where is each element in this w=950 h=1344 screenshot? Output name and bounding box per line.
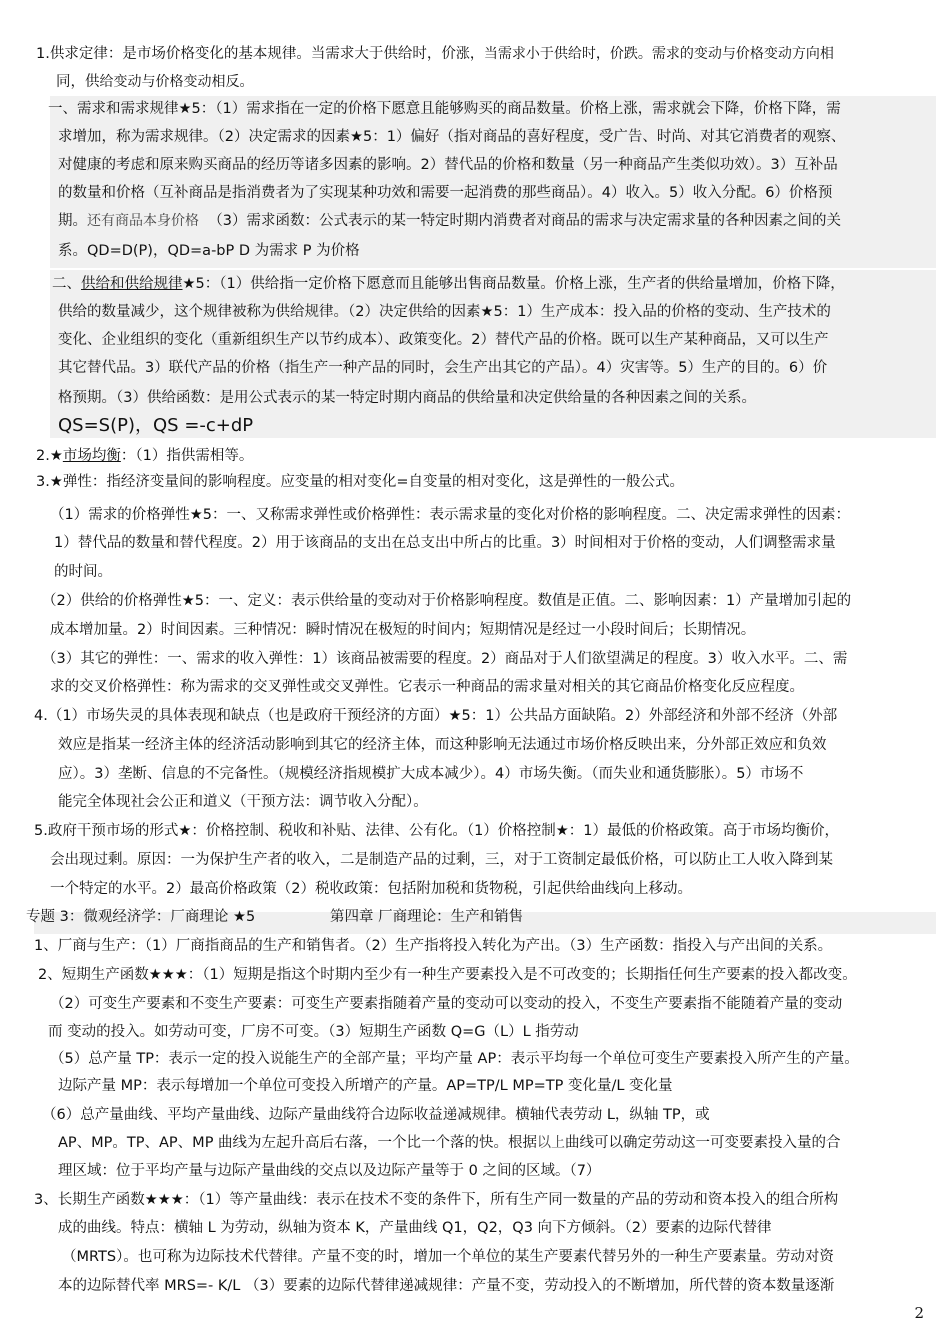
text-line: [58, 211, 841, 231]
text-line: 对健康的考虑和原来购买商品的经历等诸多因素的影响。2）替代品的价格和数量（另一种商品产生类似功效）。3）互补品: [58, 157, 838, 173]
text-line: 3.★弹性：指经济变量间的影响程度。应变量的相对变化=自变量的相对变化，这是弹性的一般公式。: [36, 474, 684, 490]
text-line: [52, 274, 845, 294]
text-line: （5）总产量 TP：表示一定的投入说能生产的全部产量；平均产量 AP：表示平均每一个单位可变生产要素投入所产生的产量。: [50, 1051, 859, 1067]
underlined-term: 供给和供给规律: [81, 276, 183, 292]
text-line: [58, 1133, 841, 1153]
text-segment: 同，供: [56, 74, 100, 90]
text-segment: 1.供求定律：是市场价格变化的基本规律。当需求大于供给时，价: [36, 46, 456, 62]
text-line: [56, 72, 254, 92]
text-line: 求增加，称为需求规律。（2）决定需求的因素★5：1）偏好（指对商品的喜好程度，受广告、时尚、对其它消费者的观察、: [58, 129, 846, 145]
text-line: 格预期。（3）供给函数：是用公式表示的某一特定时期内商品的供给量和决定供给量的各种因素之间的关系。: [58, 390, 756, 406]
text-segment: 曲线可以确定劳动这一可变要素投入量的合: [565, 1135, 841, 1151]
highlight-band: [50, 270, 936, 438]
text-segment: 以上: [537, 1135, 566, 1151]
text-segment: AP、MP。TP、AP、MP 曲线为左起升高后右落，一个比一个落的快。根据: [58, 1135, 538, 1151]
text-line: 其它替代品。3）联代产品的价格（指生产一种产品的同时，会生产出其它的产品）。4）灾害等。5）生产的目的。6）价: [58, 360, 828, 376]
text-segment: 跌。需求的变动与价格变动方向相: [623, 46, 834, 62]
text-segment: 期。: [58, 213, 87, 229]
section-heading: 专题 3：微观经济学：厂商理论 ★5: [26, 909, 256, 925]
text-line: 5.政府干预市场的形式★：价格控制、税收和补贴、法律、公有化。（1）价格控制★：1）最低的价格政策。高于市场均衡价，: [34, 823, 840, 839]
text-line: 4.（1）市场失灵的具体表现和缺点（也是政府干预经济的方面）★5：1）公共品方面缺陷。2）外部经济和外部不经济（外部: [34, 708, 838, 724]
page-number: 2: [914, 1304, 924, 1322]
text-line: 本的边际替代率 MRS=- K/L （3）要素的边际代替律递减规律：产量不变，劳动投入的不断增加，所代替的资本数量逐渐: [58, 1278, 835, 1294]
text-line: 边际产量 MP：表示每增加一个单位可变投入所增产的产量。AP=TP/L MP=TP 变化量/L 变化量: [58, 1078, 673, 1094]
text-line: 能完全体现社会公正和道义（干预方法：调节收入分配）。: [58, 794, 428, 810]
text-line: 而 变动的投入。如劳动可变，厂房不可变。（3）短期生产函数 Q=G（L）L 指劳动: [48, 1024, 579, 1040]
text-line: [36, 44, 834, 64]
text-line: 1）替代品的数量和替代程度。2）用于该商品的支出在总支出中所占的比重。3）时间相对于价格的变动，人们调整需求量: [54, 535, 836, 551]
text-line: 3、长期生产函数★★★：（1）等产量曲线：表示在技术不变的条件下，所有生产同一数量的产品的劳动和资本投入的组合所构: [34, 1192, 839, 1208]
text-line: 效应是指某一经济主体的经济活动影响到其它的经济主体，而这种影响无法通过市场价格反映出来，分外部正效应和负效: [58, 737, 827, 753]
text-line: （3）其它的弹性：一、需求的收入弹性：1）该商品被需要的程度。2）商品对于人们欲望满足的程度。3）收入水平。二、需: [42, 651, 848, 667]
text-line: 成的曲线。特点：横轴 L 为劳动，纵轴为资本 K，产量曲线 Q1，Q2，Q3 向下方倾斜。（2）要素的边际代替律: [58, 1220, 772, 1236]
text-line: 求的交叉价格弹性：称为需求的交叉弹性或交叉弹性。它表示一种商品的需求量对相关的其它商品价格变化反应程度。: [50, 679, 804, 695]
text-segment: 涨，当需求小于供给时，价: [455, 46, 624, 62]
formula-line: QS=S(P)，QS =-c+dP: [58, 415, 254, 436]
text-line: 变化、企业组织的变化（重新组织生产以节约成本）、政策变化。2）替代产品的价格。既可以生产某种商品，又可以生产: [58, 332, 829, 348]
text-line: 的时间。: [54, 564, 112, 580]
text-line: （2）供给的价格弹性★5：一、定义：表示供给量的变动对于价格影响程度。数值是正值。二、影响因素：1）产量增加引起的: [42, 593, 852, 609]
chapter-heading: 第四章 厂商理论：生产和销售: [330, 909, 524, 925]
text-segment: 给变动与价格变动相反。: [99, 74, 254, 90]
text-line: 系。QD=D(P)，QD=a-bP D 为需求 P 为价格: [58, 243, 360, 259]
text-line: 成本增加量。2）时间因素。三种情况：瞬时情况在极短的时间内；短期情况是经过一小段时间后；长期情况。: [50, 622, 756, 638]
text-segment: ★5：（1）供给指一定价格下愿意而且能够出售商品数量。价格上涨，生产者的供给量增加，价格下降，: [182, 276, 845, 292]
text-segment: 还有商品本身价格: [87, 213, 199, 229]
text-line: 2、短期生产函数★★★：（1）短期是指这个时期内至少有一种生产要素投入是不可改变的；长期指任何生产要素的投入都改变。: [38, 967, 857, 983]
text-segment: 二、: [52, 276, 81, 292]
text-segment: ：（1）指供需相等。: [120, 448, 254, 464]
text-segment: 2.★: [36, 448, 63, 464]
text-line: 一、需求和需求规律★5：（1）需求指在一定的价格下愿意且能够购买的商品数量。价格上涨，需求就会下降，价格下降，需: [48, 101, 841, 117]
text-line: 一个特定的水平。2）最高价格政策（2）税收政策：包括附加税和货物税，引起供给曲线向上移动。: [50, 881, 692, 897]
underlined-term: 市场均衡: [62, 448, 121, 464]
text-line: 会出现过剩。原因：一为保护生产者的收入，二是制造产品的过剩，三，对于工资制定最低价格，可以防止工人收入降到某: [50, 852, 833, 868]
text-line: （MRTS）。也可称为边际技术代替律。产量不变的时，增加一个单位的某生产要素代替另外的一种生产要素量。劳动对资: [62, 1249, 834, 1265]
text-line: （1）需求的价格弹性★5：一、又称需求弹性或价格弹性：表示需求量的变化对价格的影响程度。二、决定需求弹性的因素：: [50, 507, 850, 523]
text-line: （6）总产量曲线、平均产量曲线、边际产量曲线符合边际收益递减规律。横轴代表劳动 L，纵轴 TP，或: [42, 1107, 710, 1123]
text-segment: （3）需求函数：公式表示的某一特定时期内消费者对商品的需求与决定需求量的各种因素之间的关: [208, 213, 841, 229]
text-line: [36, 446, 253, 466]
text-line: 应）。3）垄断、信息的不完备性。（规模经济指规模扩大成本减少）。4）市场失衡。（而失业和通货膨胀）。5）市场不: [58, 766, 804, 782]
text-line: 理区域：位于平均产量与边际产量曲线的交点以及边际产量等于 0 之间的区域。（7）: [58, 1163, 601, 1179]
text-line: 供给的数量减少，这个规律被称为供给规律。（2）决定供给的因素★5：1）生产成本：投入品的价格的变动、生产技术的: [58, 304, 831, 320]
text-line: 的数量和价格（互补商品是指消费者为了实现某种功效和需要一起消费的那些商品）。4）收入。5）收入分配。6）价格预: [58, 185, 833, 201]
text-line: （2）可变生产要素和不变生产要素：可变生产要素指随着产量的变动可以变动的投入，不变生产要素指不能随着产量的变动: [50, 996, 843, 1012]
text-line: 1、厂商与生产：（1）厂商指商品的生产和销售者。（2）生产指将投入转化为产出。（3）生产函数：指投入与产出间的关系。: [34, 938, 833, 954]
